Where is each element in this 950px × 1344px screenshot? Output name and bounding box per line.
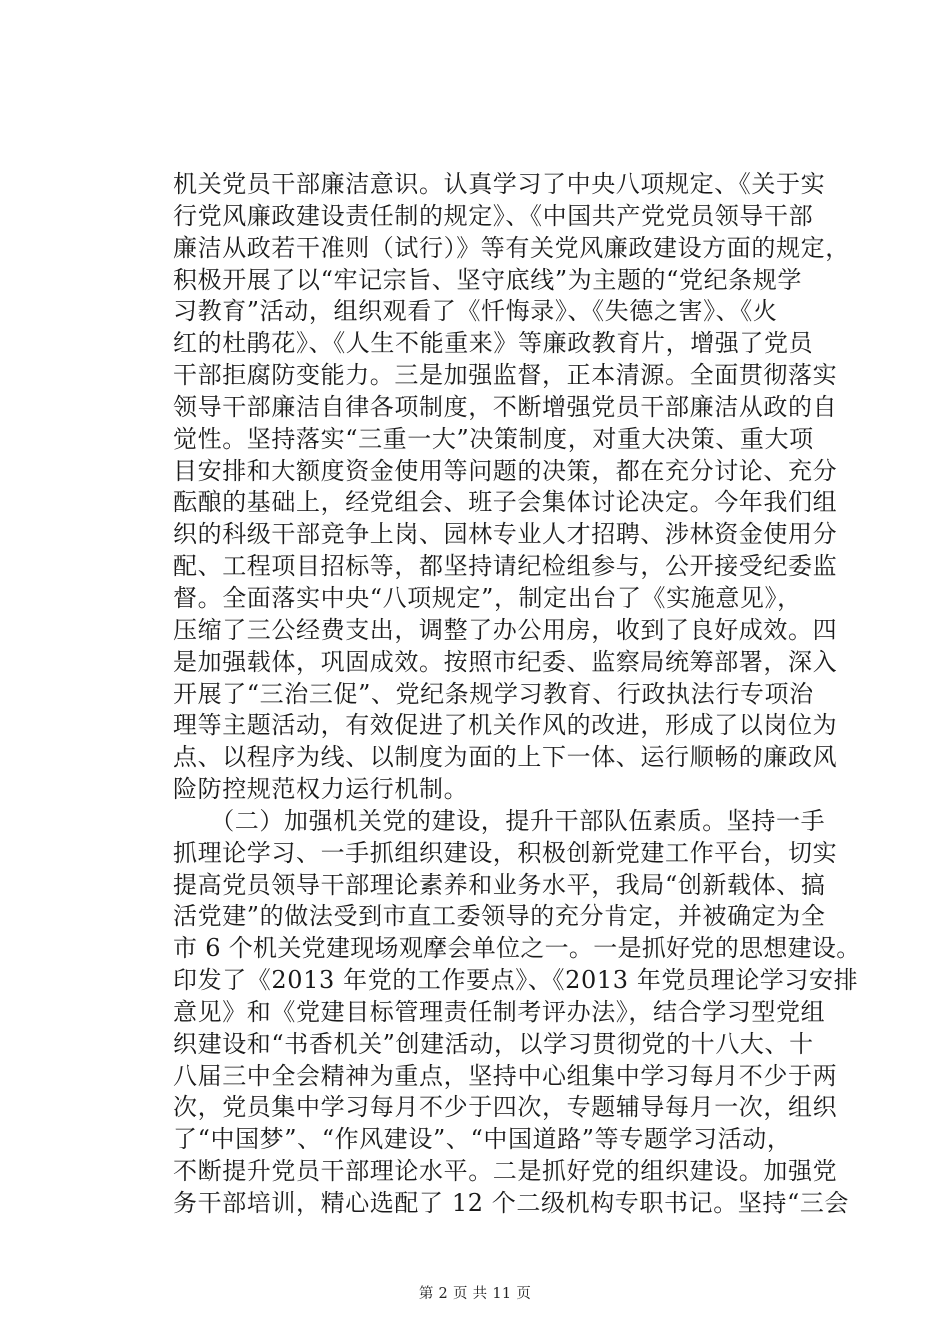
text-line: 配、工程项目招标等，都坚持请纪检组参与，公开接受纪委监 (173, 552, 838, 581)
text-line: 机关党员干部廉洁意识。认真学习了中央八项规定、《关于实 (173, 170, 826, 198)
text-line: （二）加强机关党的建设，提升干部队伍素质。坚持一手 (173, 806, 826, 835)
text-line: 行党风廉政建设责任制的规定》、《中国共产党党员领导干部 (173, 201, 814, 230)
text-line: 了“中国梦”、“作风建设”、“中国道路”等专题学习活动， (173, 1125, 792, 1154)
text-line: 廉洁从政若干准则（试行）》等有关党风廉政建设方面的规定， (173, 233, 850, 262)
text-line: 压缩了三公经费支出，调整了办公用房，收到了良好成效。四 (173, 615, 838, 644)
text-line: 务干部培训，精心选配了 12 个二级机构专职书记。坚持“三会 (173, 1189, 850, 1217)
text-line: 提高党员领导干部理论素养和业务水平，我局“创新载体、搞 (173, 870, 826, 899)
text-line: 八届三中全会精神为重点，坚持中心组集中学习每月不少于两 (173, 1061, 838, 1090)
text-line: 织建设和“书香机关”创建活动，以学习贯彻党的十八大、十 (173, 1029, 814, 1058)
text-line: 红的杜鹃花》、《人生不能重来》等廉政教育片，增强了党员 (173, 329, 814, 358)
text-line: 理等主题活动，有效促进了机关作风的改进，形成了以岗位为 (173, 711, 838, 740)
text-line: 开展了“三治三促”、党纪条规学习教育、行政执法行专项治 (173, 679, 814, 708)
text-line: 是加强载体，巩固成效。按照市纪委、监察局统筹部署，深入 (173, 647, 838, 676)
text-line: 活党建”的做法受到市直工委领导的充分肯定，并被确定为全 (173, 902, 826, 931)
text-line: 酝酿的基础上，经党组会、班子会集体讨论决定。今年我们组 (173, 488, 838, 517)
text-line: 领导干部廉洁自律各项制度，不断增强党员干部廉洁从政的自 (173, 392, 838, 421)
text-line: 市 6 个机关党建现场观摩会单位之一。一是抓好党的思想建设。 (173, 934, 861, 963)
page-footer: 第 2 页 共 11 页 (418, 1286, 532, 1302)
text-line: 觉性。坚持落实“三重一大”决策制度，对重大决策、重大项 (173, 424, 814, 453)
text-line: 不断提升党员干部理论水平。二是抓好党的组织建设。加强党 (173, 1157, 838, 1186)
text-line: 习教育”活动，组织观看了《忏悔录》、《失德之害》、《火 (173, 297, 778, 326)
text-line: 积极开展了以“牢记宗旨、坚守底线”为主题的“党纪条规学 (173, 265, 803, 294)
text-line: 印发了《2013 年党的工作要点》、《2013 年党员理论学习安排 (173, 966, 859, 995)
text-line: 织的科级干部竞争上岗、园林专业人才招聘、涉林资金使用分 (173, 520, 838, 549)
text-line: 目安排和大额度资金使用等问题的决策，都在充分讨论、充分 (173, 456, 838, 485)
text-line: 险防控规范权力运行机制。 (173, 775, 469, 804)
text-line: 抓理论学习、一手抓组织建设，积极创新党建工作平台，切实 (173, 838, 838, 867)
body-text (173, 169, 863, 1220)
text-line: 点、以程序为线、以制度为面的上下一体、运行顺畅的廉政风 (173, 743, 838, 772)
text-line: 次，党员集中学习每月不少于四次，专题辅导每月一次，组织 (173, 1093, 838, 1122)
text-line: 督。全面落实中央“八项规定”，制定出台了《实施意见》， (173, 583, 802, 612)
text-line: 干部拒腐防变能力。三是加强监督，正本清源。全面贯彻落实 (173, 361, 838, 390)
text-line: 意见》和《党建目标管理责任制考评办法》，结合学习型党组 (173, 997, 826, 1026)
